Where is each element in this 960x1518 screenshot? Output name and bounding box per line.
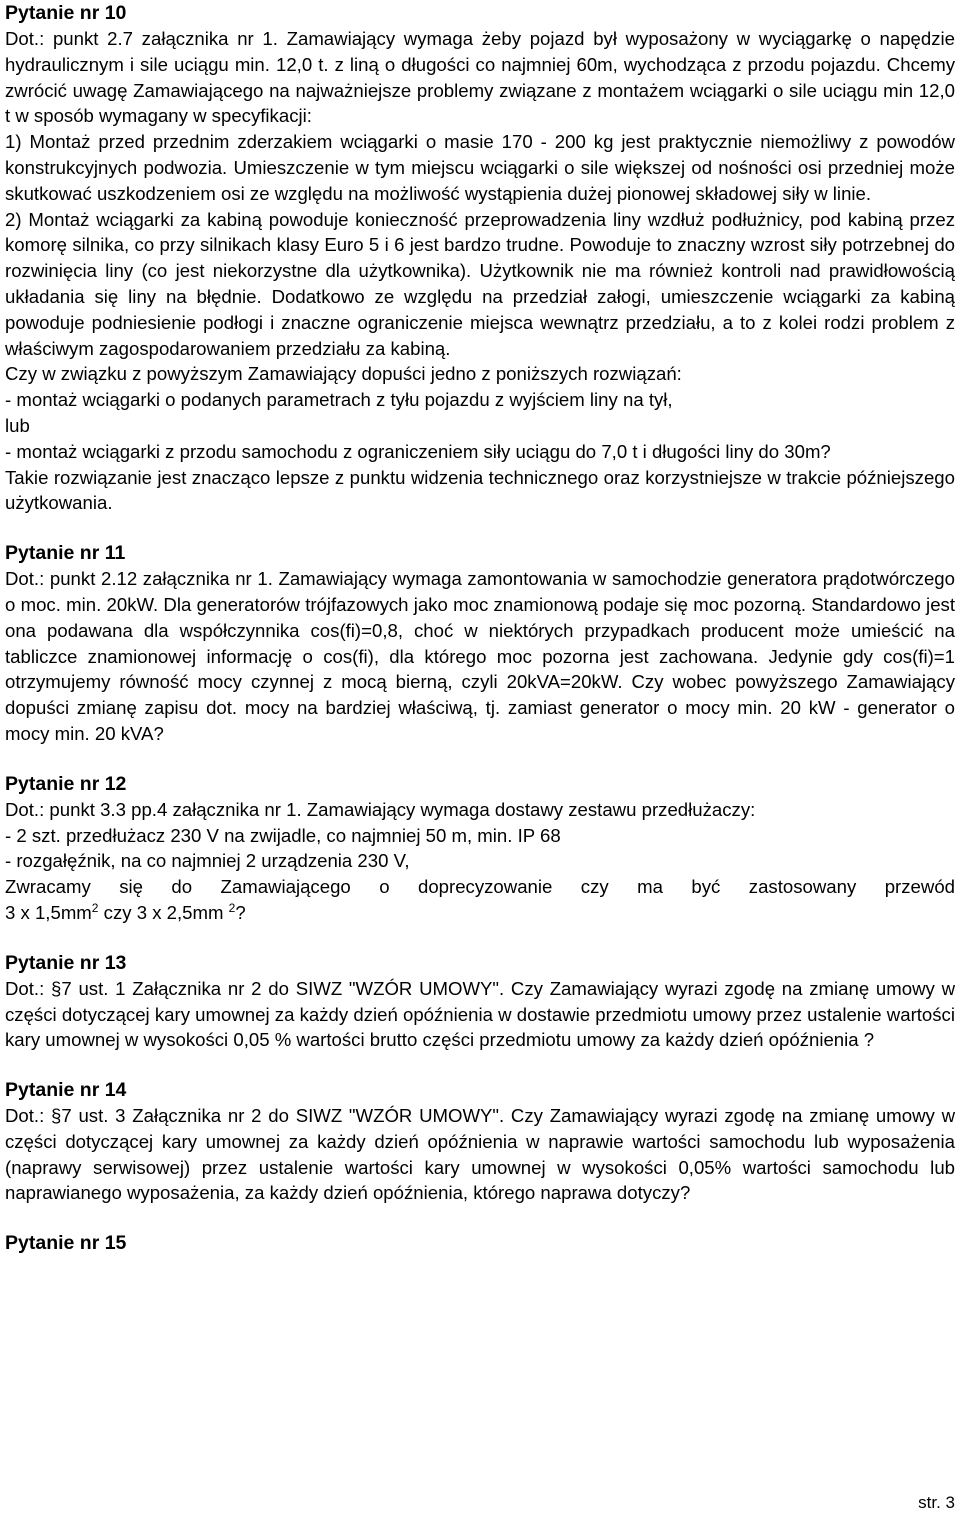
paragraph: Dot.: §7 ust. 1 Załącznika nr 2 do SIWZ "WZÓR UMOWY". Czy Zamawiający wyrazi zgodę na zmianę umowy w części dotyczącej kary umownej za każdy dzień opóźnienia w dostawie przedmiotu umowy przez ustalenie wartości kary umownej w wysokości 0,05 % wartości brutto części przedmiotu umowy za każdy dzień opóźnienia ?	[5, 977, 955, 1051]
question-10	[5, 0, 955, 516]
question-15	[5, 1230, 955, 1256]
paragraph: Dot.: §7 ust. 3 Załącznika nr 2 do SIWZ "WZÓR UMOWY". Czy Zamawiający wyrazi zgodę na zmianę umowy w części dotyczącej kary umownej za każdy dzień opóźnienia w naprawie wartości samochodu lub wyposażenia (naprawy serwisowej) przez ustalenie wartości kary umownej w wysokości 0,05% wartości samochodu lub naprawianego wyposażenia, za każdy dzień opóźnienia, którego naprawa dotyczy?	[5, 1105, 955, 1204]
formula-part: ?	[235, 901, 246, 923]
question-14	[5, 1077, 955, 1206]
page-number: str. 3	[918, 1493, 955, 1512]
question-title: Pytanie nr 10	[5, 2, 127, 24]
question-title: Pytanie nr 15	[5, 1232, 127, 1255]
paragraph: Dot.: punkt 3.3 pp.4 załącznika nr 1. Zamawiający wymaga dostawy zestawu przedłużaczy:	[5, 798, 756, 820]
paragraph: Dot.: punkt 2.12 załącznika nr 1. Zamawiający wymaga zamontowania w samochodzie generatora prądotwórczego o moc. min. 20kW. Dla generatorów trójfazowych jako moc znamionową podaje się moc pozorną. Standardowo jest ona podawana dla współczynnika cos(fi)=0,8, choć w niektórych przypadkach producent może umieścić na tabliczce znamionowej informację o cos(fi), dla którego moc pozorna jest zachowana. Jedynie gdy cos(fi)=1 otrzymujemy równość mocy czynnej z mocą bierną, czyli 20kVA=20kW. Czy wobec powyższego Zamawiający dopuści zmianę zapisu dot. mocy na bardziej właściwą, tj. zamiast generator o mocy min. 20 kW - generator o mocy min. 20 kVA?	[5, 568, 955, 744]
question-title: Pytanie nr 14	[5, 1079, 127, 1102]
paragraph: Dot.: punkt 2.7 załącznika nr 1. Zamawiający wymaga żeby pojazd był wyposażony w wyciągarkę o napędzie hydraulicznym i sile uciągu min. 12,0 t. z liną o długości co najmniej 60m, wychodząca z przodu pojazdu. Chcemy zwrócić uwagę Zamawiającego na najważniejsze problemy związane z montażem wciągarki o sile uciągu min 12,0 t w sposób wymagany w specyfikacji:	[5, 28, 955, 127]
question-11	[5, 540, 955, 747]
superscript: 2	[228, 900, 236, 915]
paragraph: - montaż wciągarki z przodu samochodu z ograniczeniem siły uciągu do 7,0 t i długości liny do 30m?	[5, 440, 831, 462]
question-13	[5, 950, 955, 1053]
superscript: 2	[91, 900, 99, 915]
question-title: Pytanie nr 13	[5, 951, 127, 974]
paragraph: - rozgałęźnik, na co najmniej 2 urządzenia 230 V,	[5, 850, 410, 872]
document-page	[5, 0, 955, 1280]
question-12	[5, 771, 955, 926]
formula-part: 3 x 1,5mm	[5, 901, 92, 923]
paragraph: Takie rozwiązanie jest znacząco lepsze z punktu widzenia technicznego oraz korzystniejsze w trakcie późniejszego użytkowania.	[5, 466, 955, 514]
paragraph: Zwracamy się do Zamawiającego o doprecyzowanie czy ma być zastosowany przewód	[5, 876, 955, 898]
paragraph: 2) Montaż wciągarki za kabiną powoduje konieczność przeprowadzenia liny wzdłuż podłużnicy, pod kabiną przez komorę silnika, co przy silnikach klasy Euro 5 i 6 jest bardzo trudne. Powoduje to znaczny wzrost siły potrzebnej do rozwinięcia liny (co jest niekorzystne dla użytkownika). Użytkownik nie ma również kontroli nad prawidłowością układania się liny na błędnie. Dodatkowo ze względu na przedział załogi, umieszczenie wciągarki za kabiną powoduje podniesienie podłogi i znaczne ograniczenie miejsca wewnątrz przedziału, a to z kolei rodzi problem z właściwym zagospodarowaniem przedziału za kabiną.	[5, 208, 955, 359]
formula-line	[5, 900, 955, 926]
paragraph: Czy w związku z powyższym Zamawiający dopuści jedno z poniższych rozwiązań:	[5, 363, 682, 385]
question-title: Pytanie nr 12	[5, 772, 127, 795]
paragraph: - montaż wciągarki o podanych parametrach z tyłu pojazdu z wyjściem liny na tył,	[5, 389, 673, 411]
formula-part: czy 3 x 2,5mm	[98, 901, 229, 923]
paragraph: 1) Montaż przed przednim zderzakiem wciągarki o masie 170 - 200 kg jest praktycznie niemożliwy z powodów konstrukcyjnych podwozia. Umieszczenie w tym miejscu wciągarki o sile większej od nośności osi przedniej może skutkować uszkodzeniem osi ze względu na możliwość wystąpienia dużej pionowej składowej siły w linie.	[5, 131, 955, 204]
paragraph: - 2 szt. przedłużacz 230 V na zwijadle, co najmniej 50 m, min. IP 68	[5, 824, 561, 846]
question-title: Pytanie nr 11	[5, 542, 126, 565]
paragraph: lub	[5, 414, 30, 436]
